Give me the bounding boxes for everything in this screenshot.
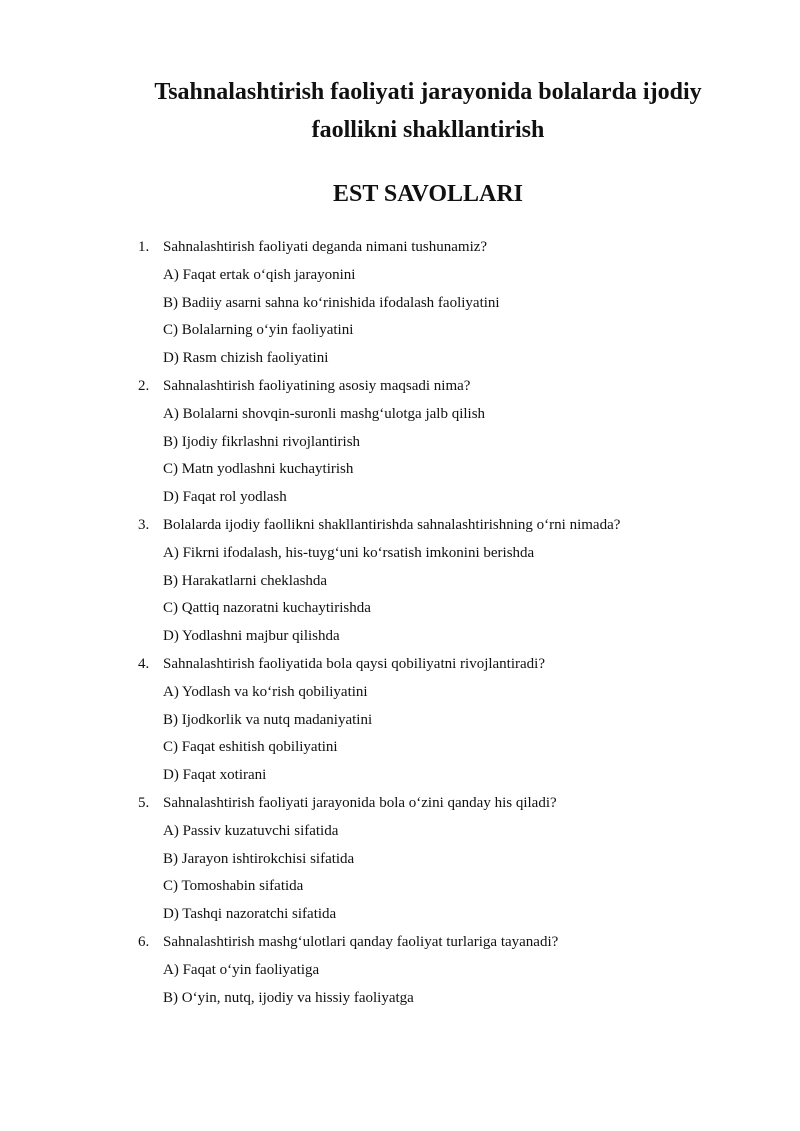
answer-option: A) Yodlash va ko‘rish qobiliyatini — [163, 683, 368, 700]
question-number: 5. — [138, 794, 150, 811]
question-item — [0, 512, 800, 651]
title-line-1: Tsahnalashtirish faoliyati jarayonida bolalarda ijodiy — [154, 79, 702, 105]
question-line — [0, 651, 800, 679]
section-heading: EST SAVOLLARI — [332, 181, 524, 207]
answer-option: A) Bolalarni shovqin-suronli mashg‘ulotga jalb qilish — [163, 405, 486, 422]
title-line-2: faollikni shakllantirish — [311, 117, 545, 143]
question-line — [0, 512, 800, 540]
answer-option: D) Tashqi nazoratchi sifatida — [163, 906, 337, 923]
question-item — [0, 234, 800, 373]
answer-option: B) Jarayon ishtirokchisi sifatida — [163, 850, 355, 867]
answer-option: D) Yodlashni majbur qilishda — [163, 628, 340, 645]
question-text: Sahnalashtirish faoliyatining asosiy maqsadi nima? — [163, 377, 471, 394]
answer-option: C) Matn yodlashni kuchaytirish — [163, 461, 354, 478]
question-line — [0, 790, 800, 818]
answer-option: C) Bolalarning o‘yin faoliyatini — [163, 322, 354, 339]
answer-option: B) O‘yin, nutq, ijodiy va hissiy faoliyatga — [163, 989, 414, 1006]
question-item — [0, 790, 800, 929]
answer-option: D) Faqat xotirani — [163, 767, 267, 784]
question-item — [0, 651, 800, 790]
answer-option: C) Faqat eshitish qobiliyatini — [163, 739, 338, 756]
answer-option: D) Rasm chizish faoliyatini — [163, 350, 329, 367]
answer-option: A) Faqat o‘yin faoliyatiga — [163, 961, 320, 978]
question-number: 3. — [138, 516, 150, 533]
question-item — [0, 373, 800, 512]
answer-option: A) Faqat ertak o‘qish jarayonini — [163, 266, 356, 283]
question-text: Sahnalashtirish faoliyatida bola qaysi qobiliyatni rivojlantiradi? — [163, 655, 545, 672]
answer-option: B) Ijodkorlik va nutq madaniyatini — [163, 711, 373, 728]
question-list — [0, 234, 800, 1012]
answer-option: C) Tomoshabin sifatida — [163, 878, 304, 895]
question-number: 2. — [138, 377, 150, 394]
question-line — [0, 234, 800, 262]
answer-option: A) Fikrni ifodalash, his-tuyg‘uni ko‘rsatish imkonini berishda — [163, 544, 535, 561]
question-number: 6. — [138, 933, 150, 950]
question-text: Sahnalashtirish faoliyati deganda nimani tushunamiz? — [163, 239, 488, 255]
answer-option: B) Ijodiy fikrlashni rivojlantirish — [163, 433, 361, 450]
question-text: Sahnalashtirish faoliyati jarayonida bola o‘zini qanday his qiladi? — [163, 794, 557, 811]
question-line — [0, 373, 800, 401]
answer-option: D) Faqat rol yodlash — [163, 489, 287, 506]
question-number: 4. — [138, 655, 150, 672]
question-text: Bolalarda ijodiy faollikni shakllantirishda sahnalashtirishning o‘rni nimada? — [163, 516, 621, 533]
answer-option: C) Qattiq nazoratni kuchaytirishda — [163, 600, 371, 617]
question-number: 1. — [138, 239, 150, 255]
question-text: Sahnalashtirish mashg‘ulotlari qanday faoliyat turlariga tayanadi? — [163, 933, 559, 950]
answer-option: B) Harakatlarni cheklashda — [163, 572, 328, 589]
answer-option: B) Badiiy asarni sahna ko‘rinishida ifodalash faoliyatini — [163, 294, 500, 311]
question-item — [0, 929, 800, 1012]
question-line — [0, 929, 800, 957]
document-title — [80, 73, 776, 149]
answer-option: A) Passiv kuzatuvchi sifatida — [163, 822, 339, 839]
